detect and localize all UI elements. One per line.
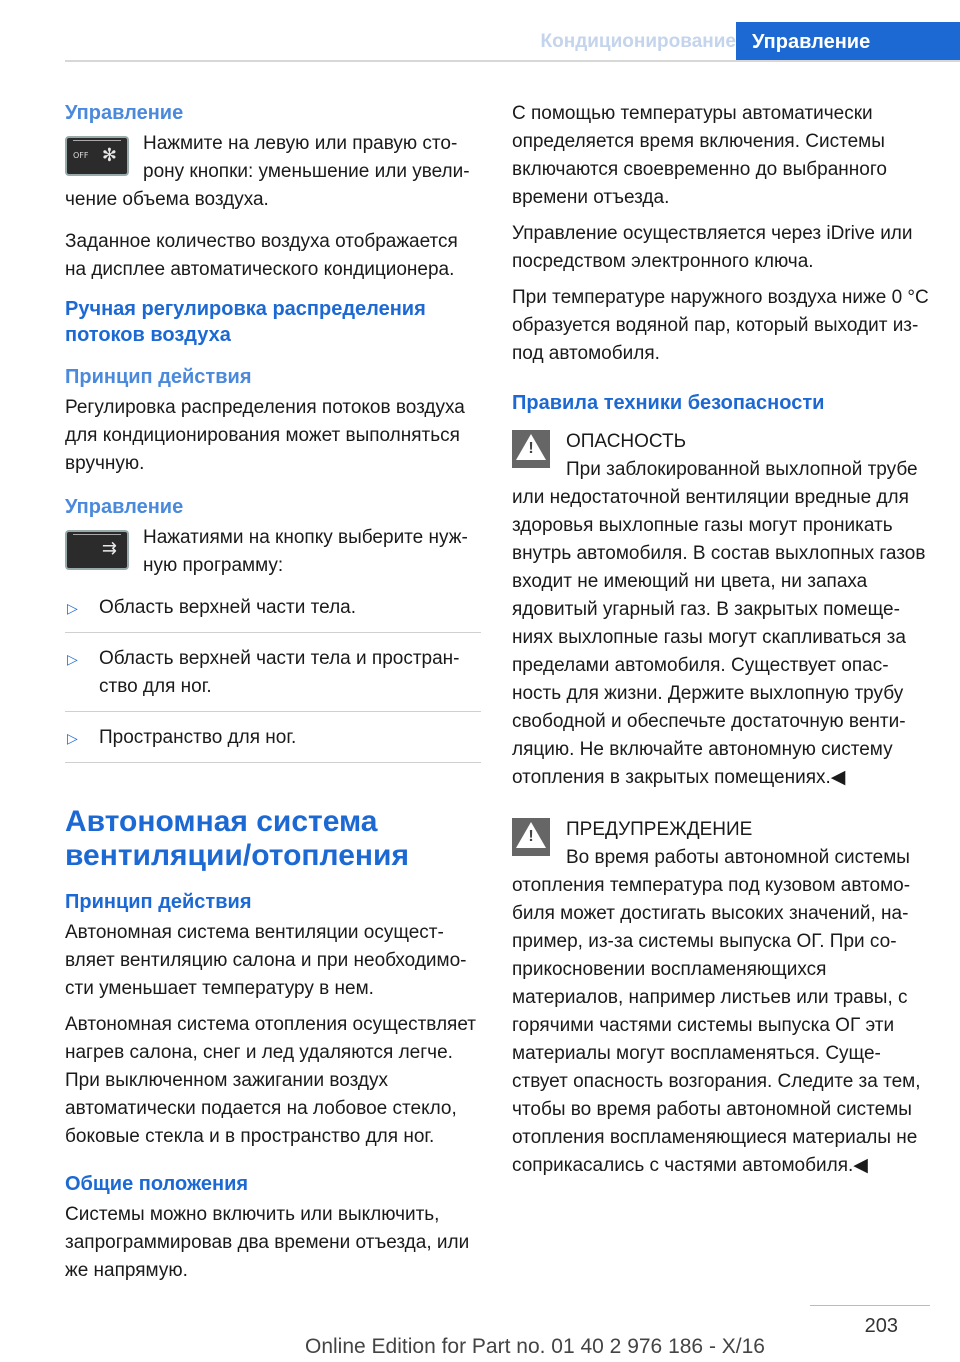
heating-text: Автономная система отопления осуществляет нагрев салона, снег и лед удаляются легче. При выключенном зажигании воздух автоматически подается на лобовое стекло, боковые стекла и в пространство для ног.: [65, 1014, 476, 1147]
select-program-paragraph: [65, 524, 481, 580]
idrive-text: Управление осуществляется через iDrive или посредством электронного ключа.: [512, 223, 913, 272]
danger-title: ОПАСНОСТЬ: [566, 431, 687, 452]
fan-icon: ✻: [101, 145, 117, 165]
program-list: [65, 594, 481, 763]
header-chapter-tab: Управление: [736, 22, 960, 62]
heading-control: Управление: [65, 102, 184, 124]
heading-principle: Принцип действия: [65, 366, 252, 388]
page-number: 203: [864, 1315, 898, 1337]
footer-divider: [810, 1305, 930, 1306]
triangle-bullet-icon: ▷: [67, 651, 78, 667]
select-program-text: Нажатиями на кнопку выберите нужную программу:: [143, 527, 468, 576]
display-text: Заданное количество воздуха отображается на дисплее автоматического кондиционера.: [65, 231, 458, 280]
caution-warning: [512, 816, 930, 1180]
edition-footer: Online Edition for Part no. 01 40 2 976 186 - X/16: [305, 1335, 765, 1358]
page-header: [65, 22, 960, 62]
heading-manual-distribution: Ручная регулировка распределения потоков воздуха: [65, 298, 426, 346]
air-volume-text: Нажмите на левую или правую сторону кнопки: уменьшение или увеличение объема воздуха.: [65, 133, 470, 210]
fan-button-icon: [65, 136, 129, 176]
air-volume-paragraph: [65, 130, 481, 214]
header-section-title: Кондиционирование: [540, 31, 736, 52]
heading-autonomous-system: Автономная система вентиляции/отопления: [65, 805, 409, 872]
left-column: [65, 100, 481, 1293]
general-text: Системы можно включить или выключить, запрограммировав два времени отъезда, или же напрямую.: [65, 1204, 470, 1281]
list-item-text: Область верхней части тела и пространство для ног.: [99, 648, 460, 697]
triangle-bullet-icon: ▷: [67, 730, 78, 746]
danger-text: При заблокированной выхлопной трубе или недостаточной вентиляции вредные для здоровья выхлопные газы могут проникать внутрь автомобиля. В состав выхлопных газов входит не имеющий ни цвета, ни запаха ядовитый угарный газ. В закрытых помещениях выхлопные газы могут скапливаться за пределами автомобиля. Существует опасность для жизни. Держите выхлопную трубу свободной и обеспечьте достаточную вентиляцию. Не включайте автономную систему отопления в закрытых помещениях.◀: [512, 459, 926, 788]
triangle-bullet-icon: ▷: [67, 600, 78, 616]
caution-title: ПРЕДУПРЕЖДЕНИЕ: [566, 819, 753, 840]
off-label: OFF: [73, 151, 89, 160]
list-item: [65, 724, 481, 763]
danger-warning: [512, 428, 930, 792]
right-column: [512, 100, 930, 1198]
list-item: [65, 645, 481, 712]
list-item-text: Область верхней части тела.: [99, 597, 357, 618]
heading-control-2: Управление: [65, 496, 184, 518]
air-distribution-button-icon: [65, 530, 129, 570]
principle-text: Регулировка распределения потоков воздуха для кондиционирования может выполняться вручную.: [65, 397, 465, 474]
header-divider: [65, 60, 960, 62]
ventilation-text: Автономная система вентиляции осуществляет вентиляцию салона и при необходимости уменьшает температуру в нем.: [65, 922, 467, 999]
list-item-text: Пространство для ног.: [99, 727, 297, 748]
heading-principle-2: Принцип действия: [65, 891, 252, 913]
temperature-text: С помощью температуры автоматически определяется время включения. Системы включаются своевременно до выбранного времени отъезда.: [512, 103, 887, 208]
seat-airflow-icon: ⇉: [101, 538, 117, 558]
vapor-text: При температуре наружного воздуха ниже 0 °C образуется водяной пар, который выходит из-под автомобиля.: [512, 287, 929, 364]
warning-triangle-icon: !: [512, 430, 550, 468]
warning-triangle-icon: !: [512, 818, 550, 856]
list-item: [65, 594, 481, 633]
caution-text: Во время работы автономной системы отопления температура под кузовом автомобиля может достигать высоких значений, например, из-за системы выпуска ОГ. При соприкосновении воспламеняющихся материалов, например листьев или травы, с горячими частями системы выпуска ОГ эти материалы могут воспламеняться. Существует опасность возгорания. Следите за тем, чтобы во время работы автономной системы отопления воспламеняющиеся материалы не соприкасались с частями автомобиля.◀: [512, 847, 921, 1176]
heading-safety: Правила техники безопасности: [512, 392, 825, 414]
heading-general: Общие положения: [65, 1173, 249, 1195]
